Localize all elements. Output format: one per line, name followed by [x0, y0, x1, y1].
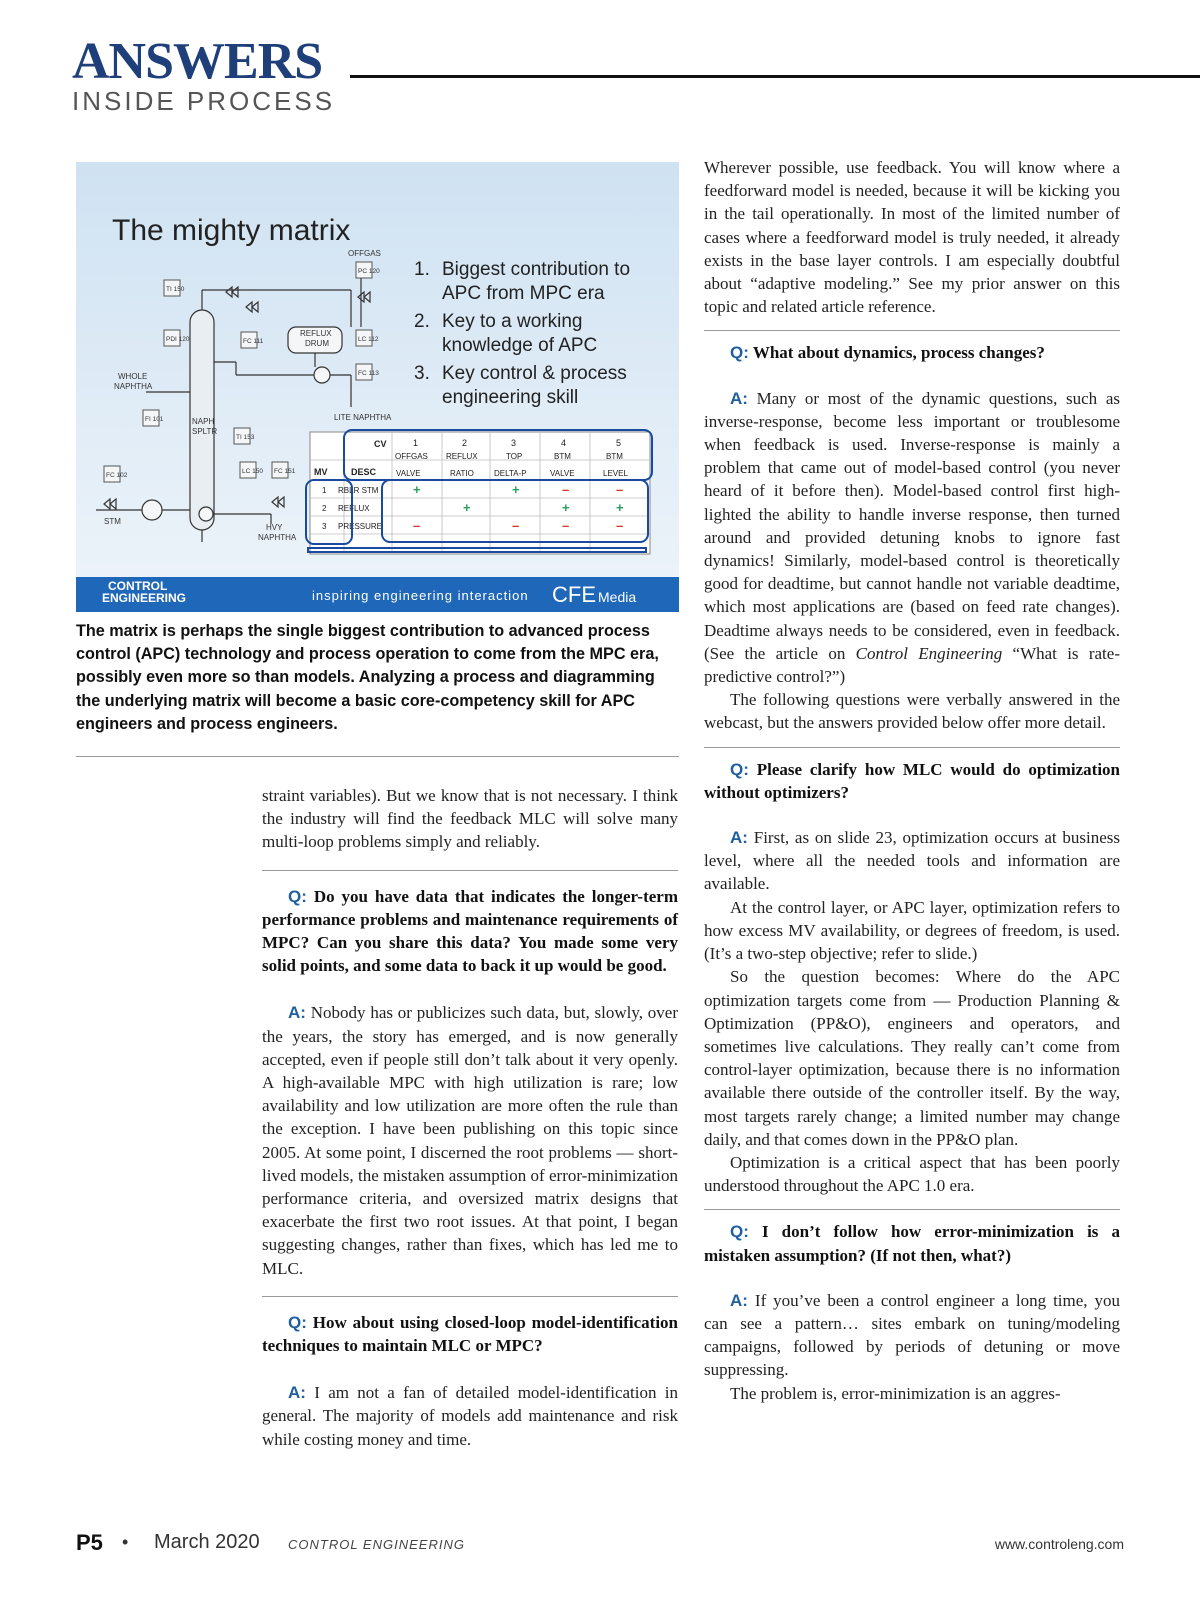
left-paragraph-1: straint variables). But we know that is not necessary. I think the industry will find the feedback MLC will solve many multi-loop problems simply and reliably. — [262, 786, 678, 852]
matrix-cv-row1-5: BTM — [606, 452, 623, 461]
right-paragraph-4: So the question becomes: Where do the APC optimization targets come from — Production Planning & Optimization (PP&O), engineers and operators, and sometimes live calculations. They really can’t come from control-layer optimization, because there is no information available there outside of the controller itself. By the way, most targets rarely change; a limited number may change daily, and that comes down in the PP&O plan. — [704, 967, 1120, 1149]
label-spltr: SPLTR — [192, 427, 218, 436]
tag-0: TI 150 — [166, 286, 185, 293]
matrix-cv-row1-1: OFFGAS — [395, 452, 428, 461]
left-answer-1 — [262, 1001, 678, 1279]
right-question-3-text: I don’t follow how error-minimization is a mistaken assumption? (If not then, what?) — [704, 1222, 1121, 1265]
a-label: A: — [730, 388, 748, 408]
footer-url[interactable]: www.controleng.com — [994, 1536, 1124, 1552]
label-naphtha: NAPHTHA — [114, 382, 153, 391]
label-drum: DRUM — [305, 339, 329, 348]
right-divider-1 — [704, 330, 1120, 331]
matrix-cell-r3-c5: – — [616, 518, 624, 533]
tag-5: PC 120 — [358, 268, 380, 275]
matrix-cell-r1-c1: + — [413, 482, 421, 497]
matrix-cv-row2-1: VALVE — [396, 469, 421, 478]
tag-1: PDI 120 — [166, 336, 190, 343]
right-question-2 — [704, 758, 1120, 804]
matrix-cell-r3-c1: – — [413, 518, 421, 533]
label-stm: STM — [104, 517, 121, 526]
a-label: A: — [730, 828, 748, 848]
matrix-cell-r2-c2: + — [463, 500, 471, 515]
banner-logo-2: ENGINEERING — [102, 591, 187, 605]
section-subtitle: INSIDE PROCESS — [72, 86, 336, 116]
matrix-cv-row1-4: BTM — [554, 452, 571, 461]
figure-image — [76, 162, 679, 612]
matrix-cell-r1-c5: – — [616, 482, 624, 497]
tag-8: TI 153 — [236, 434, 255, 441]
section-title: ANSWERS — [72, 33, 323, 90]
matrix-cv-num-2: 2 — [462, 438, 468, 448]
left-answer-2-text: I am not a fan of detailed model-identification in general. The majority of models add maintenance and risk while costing money and time. — [262, 1383, 678, 1449]
left-question-2 — [262, 1311, 678, 1357]
matrix-cell-r1-c3: + — [512, 482, 520, 497]
matrix-cv-num-3: 3 — [511, 438, 517, 448]
left-column — [262, 784, 678, 1451]
left-answer-1-text: Nobody has or publicizes such data, but, slowly, over the years, the story has emerged, and is now generally accepted, even if people still don’t talk about it very openly. A high-available MPC with high utilization is rare; low availability and low utilization are more often the rule than the exception. I have been publishing on this topic since 2005. At some point, I discerned the root problems — short-lived models, the mistaken assumption of error-minimization performance criteria, and oversized matrix designs that exacerbate the first two root issues. At that point, I began suggesting changes, rather than fixes, which has led me to MLC. — [262, 1003, 678, 1278]
matrix-cv-row2-2: RATIO — [450, 469, 474, 478]
tag-3: FC 102 — [106, 472, 128, 479]
matrix-cell-r3-c3: – — [512, 518, 520, 533]
left-divider-2 — [262, 1296, 678, 1297]
header-rule — [350, 75, 1200, 78]
matrix-mv-2-name: REFLUX — [338, 504, 370, 513]
left-question-2-text: How about using closed-loop model-identification techniques to maintain MLC or MPC? — [262, 1312, 679, 1356]
tag-4: FC 111 — [243, 338, 264, 345]
matrix-table — [306, 430, 652, 554]
page-footer — [76, 1530, 1124, 1560]
right-column — [704, 156, 1120, 1405]
q-label: Q: — [730, 343, 749, 363]
label-whole: WHOLE — [118, 372, 148, 381]
banner-cfe: CFE — [552, 582, 596, 607]
right-paragraph-1: Wherever possible, use feedback. You will know where a feedforward model is needed, because it will be kicking you in the tail operationally. In most of the limited number of cases where a feedforward model is truly needed, it already exists in the base layer controls. I am especially doubtful about “adaptive modeling.” See my prior answer on this topic and related article reference. — [704, 158, 1120, 317]
q-label: Q: — [730, 759, 749, 779]
right-paragraph-5: Optimization is a critical aspect that has been poorly understood throughout the APC 1.0 era. — [704, 1152, 1120, 1196]
right-answer-3-text: If you’ve been a control engineer a long time, you can see a pattern… sites embark on tuning/modeling campaigns, followed by periods of detuning or move suppressing. — [704, 1290, 1120, 1380]
footer-date: March 2020 — [154, 1531, 260, 1553]
point-1-num: 1. — [414, 259, 430, 280]
a-label: A: — [730, 1290, 748, 1310]
q-label: Q: — [288, 886, 307, 906]
matrix-cv-row2-3: DELTA-P — [494, 469, 527, 478]
matrix-cell-r2-c4: + — [562, 500, 570, 515]
right-answer-1 — [704, 387, 1120, 689]
label-lite-naphtha: LITE NAPHTHA — [334, 413, 392, 422]
right-paragraph-6: The problem is, error-minimization is an aggres- — [730, 1383, 1061, 1403]
tag-2: FI 101 — [145, 416, 164, 423]
left-divider-1 — [262, 870, 678, 871]
point-2-num: 2. — [414, 311, 430, 332]
right-answer-2 — [704, 826, 1120, 896]
matrix-cell-r3-c4: – — [562, 518, 570, 533]
right-divider-3 — [704, 1209, 1120, 1210]
matrix-cv-row2-5: LEVEL — [603, 469, 628, 478]
point-3-line2: engineering skill — [442, 387, 579, 408]
q-label: Q: — [288, 1312, 307, 1332]
matrix-desc-label: DESC — [351, 467, 377, 477]
caption-divider — [76, 756, 679, 757]
label-hvy-naphtha: NAPHTHA — [258, 533, 297, 542]
label-reflux: REFLUX — [300, 329, 332, 338]
matrix-cell-r2-c5: + — [616, 500, 624, 515]
matrix-cv-row2-4: VALVE — [550, 469, 575, 478]
banner-logo-1: CONTROL — [108, 579, 168, 593]
right-question-1-text: What about dynamics, process changes? — [752, 343, 1045, 363]
figure-title: The mighty matrix — [112, 214, 351, 247]
matrix-cv-label: CV — [374, 439, 387, 449]
a-label: A: — [288, 1003, 306, 1023]
tag-10: FC 151 — [274, 468, 296, 475]
tag-6: LC 112 — [358, 336, 379, 343]
matrix-cv-num-5: 5 — [616, 438, 622, 448]
point-2-line2: knowledge of APC — [442, 335, 598, 356]
point-2-line1: Key to a working — [442, 311, 583, 332]
matrix-cell-r1-c4: – — [562, 482, 570, 497]
right-answer-2-text: First, as on slide 23, optimization occurs at business level, where all the needed tools and information are available. — [704, 828, 1121, 894]
matrix-mv-3-name: PRESSURE — [338, 522, 383, 531]
footer-bullet: • — [122, 1532, 129, 1552]
banner-media: Media — [598, 589, 637, 605]
point-3-num: 3. — [414, 363, 430, 384]
tag-7: FC 113 — [358, 370, 379, 377]
right-divider-2 — [704, 747, 1120, 748]
matrix-mv-1-num: 1 — [322, 486, 327, 495]
matrix-mv-1-name: RBLR STM — [338, 486, 379, 495]
label-hvy: HVY — [266, 523, 283, 532]
label-naph: NAPH — [192, 417, 215, 426]
right-answer-1-pre: Many or most of the dynamic questions, such as inverse-response, become less important or troublesome when feedback is used. Inverse-response is mainly a problem that came out of model-based control (you never heard of it before then). Model-based control first high-lighted the ability to handle inverse response, then turned around and provided detuning knobs to ignore fast dynamics! Similarly, model-based control is theoretically good for deadtime, but cannot handle not variable deadtime, which most applications are (based on feed rate changes). Deadtime always needs to be considered, even in feedback. (See the article on — [704, 388, 1120, 663]
matrix-mv-3-num: 3 — [322, 522, 327, 531]
right-question-2-text: Please clarify how MLC would do optimization without optimizers? — [704, 759, 1120, 802]
matrix-mv-2-num: 2 — [322, 504, 327, 513]
q-label: Q: — [730, 1222, 749, 1242]
matrix-mv-label: MV — [314, 467, 328, 477]
point-1-line1: Biggest contribution to — [442, 259, 631, 280]
right-question-3 — [704, 1220, 1120, 1266]
a-label: A: — [288, 1383, 306, 1403]
right-paragraph-3: At the control layer, or APC layer, optimization refers to how excess MV availability, or degrees of freedom, is used. (It’s a two-step objective; refer to slide.) — [704, 897, 1120, 964]
matrix-cv-row1-3: TOP — [506, 452, 523, 461]
footer-publication: CONTROL ENGINEERING — [288, 1537, 465, 1552]
tag-9: LC 150 — [242, 468, 263, 475]
figure-caption: The matrix is perhaps the single biggest contribution to advanced process control (APC) technology and process operation to come from the MPC era, possibly even more so than models. Analyzing a process and diagramming the underlying matrix will become a basic core-competency skill for APC engineers and process engineers. — [76, 622, 659, 733]
matrix-cv-num-1: 1 — [413, 438, 419, 448]
label-offgas: OFFGAS — [348, 249, 381, 258]
matrix-cv-num-4: 4 — [561, 438, 567, 448]
page-number: P5 — [76, 1530, 103, 1555]
right-answer-3 — [704, 1289, 1120, 1382]
point-3-line1: Key control & process — [442, 363, 627, 384]
right-question-1 — [704, 341, 1120, 364]
left-question-1 — [262, 885, 678, 978]
banner-tagline: inspiring engineering interaction — [312, 588, 529, 603]
matrix-cv-row1-2: REFLUX — [446, 452, 478, 461]
left-answer-2 — [262, 1381, 678, 1451]
left-question-1-text: Do you have data that indicates the longer-term performance problems and maintenance requirements of MPC? Can you share this data? You made some very solid points, and some data to back it up would be good. — [262, 886, 678, 976]
right-answer-1-italic: Control Engineering — [855, 643, 1003, 663]
point-1-line2: APC from MPC era — [442, 283, 605, 304]
right-answer-1-post: “What is rate-predictive control?”) — [704, 643, 1120, 687]
right-paragraph-2: The following questions were verbally answered in the webcast, but the answers provided below offer more detail. — [704, 690, 1120, 733]
